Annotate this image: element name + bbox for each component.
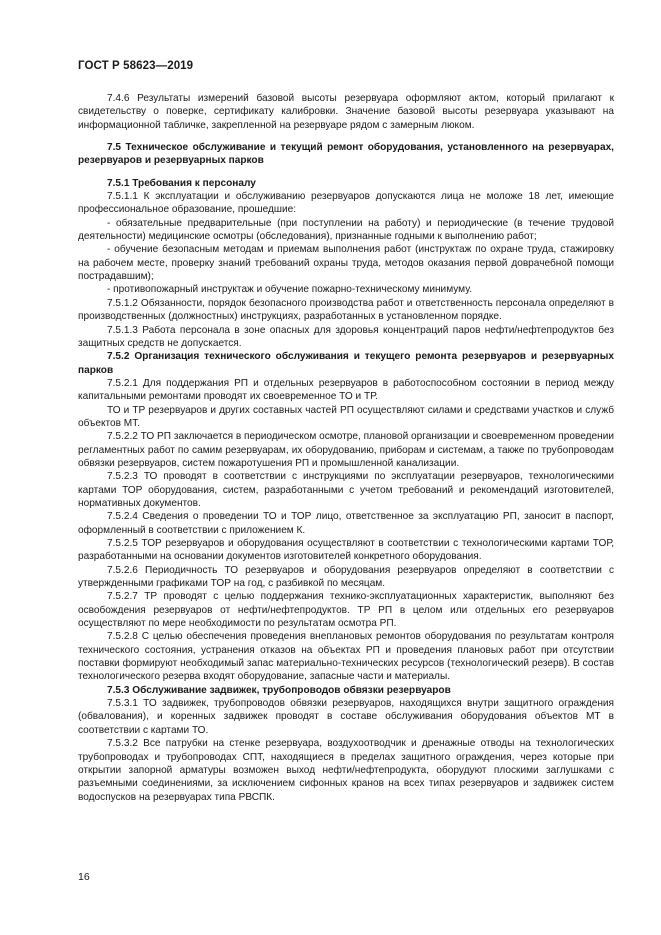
paragraph: 7.5.1.2 Обязанности, порядок безопасного производства работ и ответственность персонала определяют в производственных (должностных) инструкциях, разработанных в установленном порядке. xyxy=(78,297,614,323)
paragraph: 7.5.3.1 ТО задвижек, трубопроводов обвязки резервуаров, находящихся внутри защитного ограждения (обвалования), и коренных задвижек проводят в составе обслуживания оборудования объектов МТ в соответствии с картами ТО. xyxy=(78,698,614,736)
paragraph: 7.5.1.1 К эксплуатации и обслуживанию резервуаров допускаются лица не моложе 18 лет, имеющие профессиональное образование, прошедшие: xyxy=(78,191,614,216)
paragraph: 7.5.2.2 ТО РП заключается в периодическом осмотре, плановой организации и своевременном проведении регламентных работ по самим резервуарам, их оборудованию, приборам и системам, а также по трубопроводам обвязки резервуаров, систем пожаротушения РП и промышленной канализации. xyxy=(78,431,614,469)
paragraph: 7.4.6 Результаты измерений базовой высоты резервуара оформляют актом, который прилагают к свидетельству о поверке, сертификату калибровки. Значение базовой высоты резервуара указывают на информационной табличке, закрепленной на резервуаре рядом с замерным люком. xyxy=(78,93,614,131)
paragraph: 7.5.2.3 ТО проводят в соответствии с инструкциями по эксплуатации резервуаров, технологическими картами ТОР оборудования, систем, разработанными с учетом требований и рекомендаций изготовителей, нормативных документов. xyxy=(78,471,614,509)
subsection-heading: 7.5.1 Требования к персоналу xyxy=(107,177,256,189)
paragraph: 7.5.2.5 ТОР резервуаров и оборудования осуществляют в соответствии с технологическими картами ТОР, разработанными на основании документов изготовителей конкретного оборудования. xyxy=(78,538,614,563)
list-item: - обязательные предварительные (при поступлении на работу) и периодические (в течение трудовой деятельности) медицинские осмотры (обследования), признанные годными к выполнению работ; xyxy=(78,217,614,243)
document-body xyxy=(78,92,614,804)
paragraph: 7.5.2.4 Сведения о проведении ТО и ТОР лицо, ответственное за эксплуатацию РП, заносит в паспорт, оформленный в соответствии с приложением К. xyxy=(78,511,614,536)
subsection-heading: 7.5.3 Обслуживание задвижек, трубопроводов обвязки резервуаров xyxy=(107,684,451,696)
subsection-heading: 7.5.2 Организация технического обслуживания и текущего ремонта резервуаров и резервуарных парков xyxy=(78,351,614,376)
paragraph: 7.5.3.2 Все патрубки на стенке резервуара, воздухоотводчик и дренажные отводы на технологических трубопроводах и трубопроводах СПТ, находящиеся в пределах защитного ограждения, через которые при открытии запорной арматуры возможен выход нефти/нефтепродукта, оборудуют плоскими заглушками с разъемными соединениями, за исключением сифонных кранов на всех типах резервуаров и задвижек систем водоспусков на резервуарах типа РВСПК. xyxy=(78,738,614,803)
page-number: 16 xyxy=(78,871,90,883)
paragraph: ТО и ТР резервуаров и других составных частей РП осуществляют силами и средствами участков и служб объектов МТ. xyxy=(78,404,614,429)
list-item: - противопожарный инструктаж и обучение пожарно-техническому минимуму. xyxy=(107,284,473,296)
paragraph: 7.5.1.3 Работа персонала в зоне опасных для здоровья концентраций паров нефти/нефтепродуктов без защитных средств не допускается. xyxy=(78,324,614,349)
list-item: - обучение безопасным методам и приемам выполнения работ (инструктаж по охране труда, стажировку на рабочем месте, проверку знаний требований охраны труда, методов оказания первой доврачебной помощи пострадавшим); xyxy=(78,244,614,283)
document-header: ГОСТ Р 58623—2019 xyxy=(78,60,194,72)
paragraph: 7.5.2.1 Для поддержания РП и отдельных резервуаров в работоспособном состоянии в период между капитальными ремонтами проводят их своевременное ТО и ТР. xyxy=(78,377,614,403)
paragraph: 7.5.2.7 ТР проводят с целью поддержания технико-эксплуатационных характеристик, выполняют без освобождения резервуаров от нефти/нефтепродуктов. ТР РП в целом или отдельных его резервуаров осуществляют по мере необходимости по результатам осмотра РП. xyxy=(78,591,614,630)
paragraph: 7.5.2.8 С целью обеспечения проведения внеплановых ремонтов оборудования по результатам контроля технического состояния, устранения отказов на объектах РП и проведения плановых работ при отсутствии поставки формируют необходимый запас материально-технических ресурсов (технологический резерв). В состав технологического резерва входят оборудование, запасные части и материалы. xyxy=(78,631,614,683)
section-heading: 7.5 Техническое обслуживание и текущий ремонт оборудования, установленного на резервуарах, резервуаров и резервуарных парков xyxy=(78,142,614,167)
paragraph: 7.5.2.6 Периодичность ТО резервуаров и оборудования резервуаров определяют в соответствии с утвержденными графиками ТОР на год, с разбивкой по месяцам. xyxy=(78,564,614,590)
